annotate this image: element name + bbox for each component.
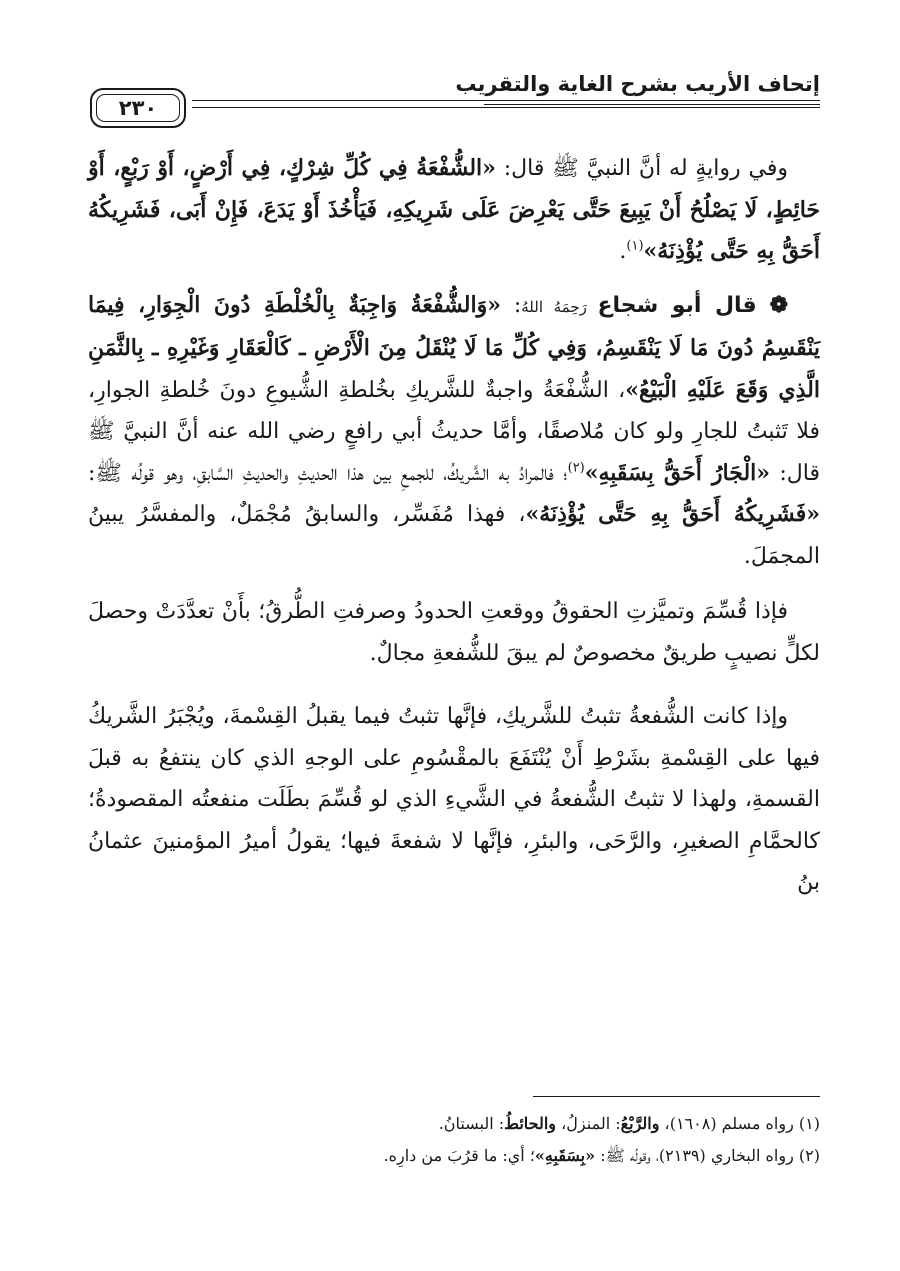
p1-intro: وفي روايةٍ له أنَّ النبيَّ ﷺ قال: xyxy=(495,156,788,181)
hadith-sharik: «فَشَرِيكُهُ أَحَقُّ بِهِ حَتَّى يُؤْذِنَهُ» xyxy=(525,501,821,527)
rahimahu-allah: رَحِمَهُ اللهُ xyxy=(521,297,598,316)
paragraph-2 xyxy=(88,285,820,578)
footnote-ref-1[interactable]: (١) xyxy=(626,238,644,254)
footnotes xyxy=(88,1108,820,1172)
footnote-ref-2[interactable]: (٢) xyxy=(567,460,585,476)
page-number: ٢٣٠ xyxy=(96,94,180,122)
footnote-1 xyxy=(88,1108,820,1140)
paragraph-1 xyxy=(88,148,820,273)
matn-quote: «وَالشُّفْعَةُ وَاجِبَةٌ بِالْخُلْطَةِ دُونَ الْجِوَارِ، فِيمَا يَنْقَسِمُ دُونَ مَا لَا يَنْقَسِمُ، وَفِي كُلِّ مَا لَا يُنْقَلُ مِنَ الْأَرْضِ ـ كَالْعَقَارِ وَغَيْرِهِ ـ بِالثَّمَنِ الَّذِي وَقَعَ عَلَيْهِ الْبَيْعُ» xyxy=(88,291,820,403)
header-double-rule xyxy=(192,100,820,108)
footnote-2-number: (٢) xyxy=(798,1146,820,1165)
hadith-jar: «الْجَارُ أَحَقُّ بِسَقَبِهِ» xyxy=(584,459,771,486)
footnote-2 xyxy=(88,1140,820,1172)
author-lead: قال أبو شجاع xyxy=(597,292,757,318)
footnote-1-def-2: : البستانُ. xyxy=(438,1114,505,1133)
main-text xyxy=(88,148,820,904)
p2-colon: : xyxy=(500,292,522,318)
p1-end: . xyxy=(619,239,627,264)
footnote-1-number: (١) xyxy=(798,1114,820,1133)
page-header xyxy=(88,62,820,132)
p2-text-b: ؛ فالمرادُ به الشَّريكُ، للجمعِ بين هذا الحديثِ والحديثِ السَّابقِ، وهو قولُه ﷺ: xyxy=(88,460,568,486)
paragraph-4: وإذا كانت الشُّفعةُ تثبتُ للشَّريكِ، فإنَّها تثبتُ فيما يقبلُ القِسْمةَ، ويُجْبَرُ الشَّريكُ فيها على القِسْمةِ بشَرْطِ أَنْ يُنْتَفَعَ بالمقْسُومِ على الوجهِ الذي كان ينتفعُ به قبلَ القسمةِ، ولهذا لا تثبتُ الشُّفعةُ في الشَّيءِ الذي لو قُسِّمَ بطَلَت منفعتُه المقصودةُ؛ كالحمَّامِ الصغيرِ، والرَّحَى، والبئرِ، فإنَّها لا شفعةَ فيها؛ يقولُ أميرُ المؤمنينَ عثمانُ بنُ xyxy=(88,704,820,895)
p1-hadith: «الشُّفْعَةُ فِي كُلِّ شِرْكٍ، فِي أَرْضٍ، أَوْ رَبْعٍ، أَوْ حَائِطٍ، لَا يَصْلُحُ أَنْ يَبِيعَ حَتَّى يَعْرِضَ عَلَى شَرِيكِهِ، فَيَأْخُذَ أَوْ يَدَعَ، فَإِنْ أَبَى، فَشَرِيكُهُ أَحَقُّ بِهِ حَتَّى يُؤْذِنَهُ» xyxy=(88,155,820,264)
p2-text-c: ، فهذا مُفَسِّر، والسابقُ مُجْمَلٌ، والمفسَّرُ يبينُ المجمَلَ. xyxy=(88,502,820,569)
page-number-frame xyxy=(90,88,186,128)
p2-text-a: ، الشُّفْعَةُ واجبةٌ للشَّريكِ بخُلطةِ الشُّيوعِ دونَ خُلطةِ الجوارِ، فلا تَثبتُ للجارِ ولو كان مُلاصقًا، وأمَّا حديثُ أبي رافعٍ رضي الله عنه أنَّ النبيَّ ﷺ قال: xyxy=(88,377,820,486)
footnote-separator xyxy=(533,1096,820,1097)
book-title: إتحاف الأريب بشرح الغاية والتقريب xyxy=(455,72,820,96)
footnote-1-term-1: والرَّبْعُ xyxy=(620,1114,660,1133)
paragraph-3: فإذا قُسِّمَ وتميَّزتِ الحقوقُ ووقعتِ الحدودُ وصرفتِ الطُّرقُ؛ بأَنْ تعدَّدَتْ وحصلَ لكلٍّ نصيبٍ طريقٌ مخصوصٌ لم يبقَ للشُّفعةِ مجالٌ. xyxy=(88,599,820,666)
footnote-2-def-1: ؛ أي: ما قرُبَ من دارِه. xyxy=(383,1146,535,1165)
footnote-2-source: رواه البخاري (٢١٣٩)، وقولُه ﷺ: xyxy=(595,1146,799,1165)
footnote-1-def-1: : المنزلُ، xyxy=(556,1114,621,1133)
footnote-1-source: رواه مسلم (١٦٠٨)، xyxy=(659,1114,799,1133)
footnote-1-term-2: والحائطُ xyxy=(504,1114,557,1133)
footnote-2-term-1: «بِسَقَبِهِ» xyxy=(534,1146,596,1165)
flower-icon: ❁ xyxy=(769,291,789,318)
